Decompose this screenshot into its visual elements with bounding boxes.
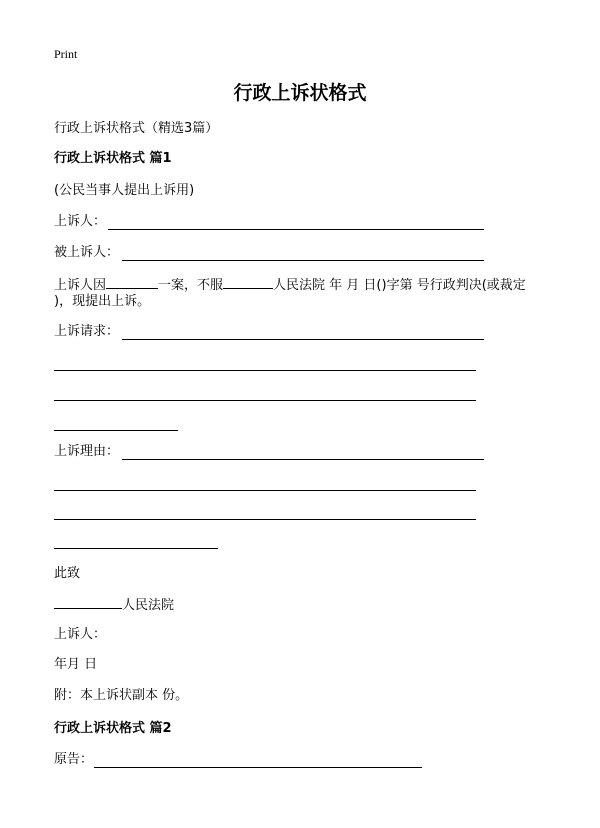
request-blank-line-2 — [54, 370, 476, 371]
attachment-note: 附：本上诉状副本 份。 — [54, 688, 189, 703]
case-part1: 上诉人因 — [54, 278, 107, 293]
appellee-label: 被上诉人： — [54, 245, 120, 260]
reason-blank-line-4 — [54, 548, 218, 549]
to-label: 此致 — [54, 566, 81, 581]
court-blank — [54, 595, 122, 609]
appellant-label: 上诉人： — [54, 214, 107, 229]
plaintiff-label: 原告： — [54, 752, 94, 767]
reason-blank-line-3 — [54, 519, 476, 520]
subtitle: 行政上诉状格式（精选3篇） — [54, 121, 219, 136]
case-statement-line2: )，现提出上诉。 — [54, 294, 151, 309]
page-title: 行政上诉状格式 — [233, 82, 367, 104]
court-suffix: 人民法院 — [122, 598, 175, 613]
court-line — [54, 595, 174, 614]
appellee-blank-line — [122, 260, 484, 261]
request-blank-line-1 — [122, 339, 484, 340]
request-label: 上诉请求： — [54, 324, 120, 339]
case-blank-1 — [106, 275, 158, 289]
case-statement-line1 — [54, 275, 526, 294]
appellant-blank-line — [108, 229, 484, 230]
case-blank-2 — [223, 275, 273, 289]
section2-heading: 行政上诉状格式 篇2 — [54, 721, 172, 736]
section1-heading: 行政上诉状格式 篇1 — [54, 151, 172, 166]
request-blank-line-3 — [54, 400, 476, 401]
print-link[interactable]: Print — [54, 47, 78, 61]
case-part2: 一案，不服 — [158, 278, 224, 293]
reason-blank-line-2 — [54, 490, 476, 491]
date-label: 年月 日 — [54, 657, 98, 672]
reason-blank-line-1 — [122, 459, 484, 460]
note-text: (公民当事人提出上诉用) — [54, 183, 195, 198]
plaintiff-blank-line — [94, 767, 422, 768]
reason-label: 上诉理由： — [54, 444, 120, 459]
appellant-signature-label: 上诉人： — [54, 627, 107, 642]
case-part3: 人民法院 年 月 日()字第 号行政判决(或裁定 — [273, 278, 526, 293]
request-blank-line-4 — [54, 430, 178, 431]
